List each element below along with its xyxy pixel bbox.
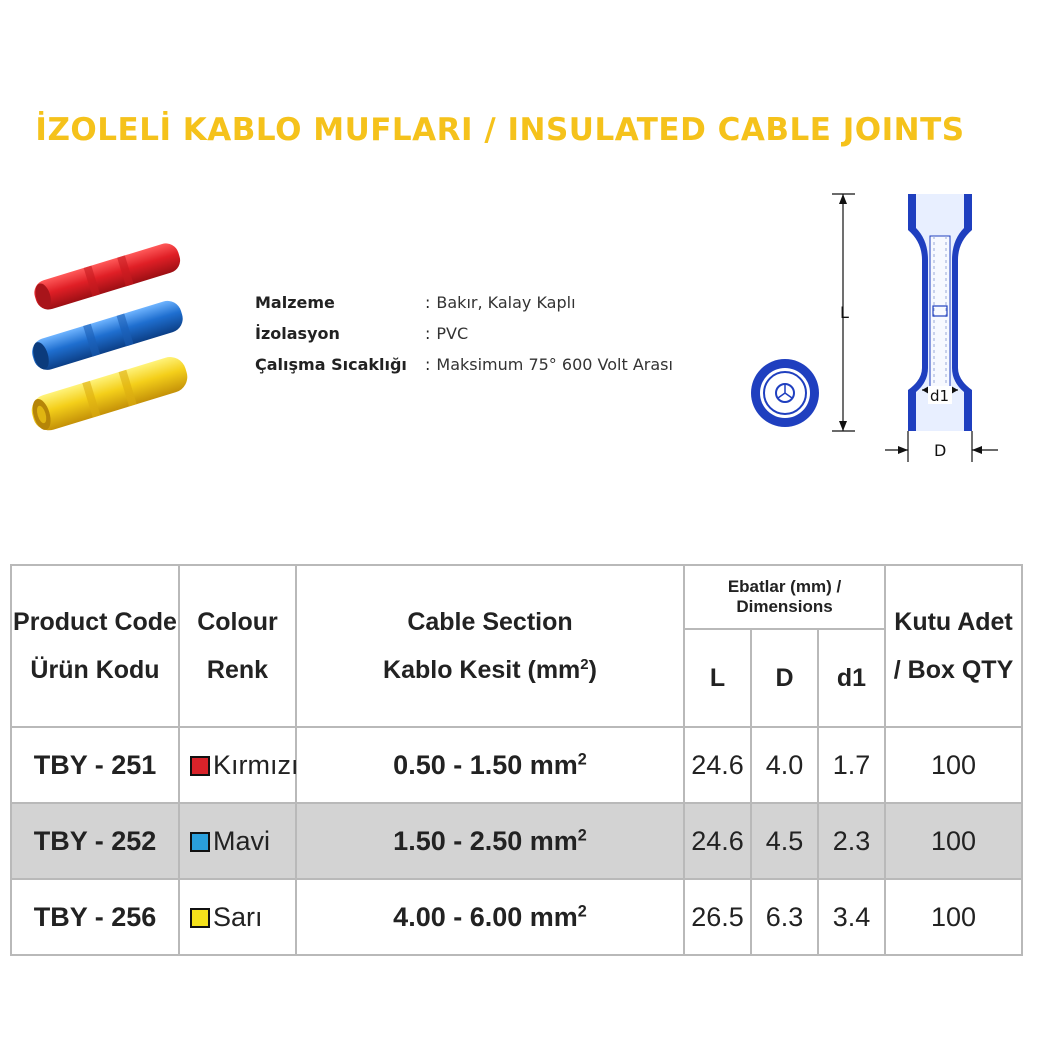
- cell-d1: 3.4: [818, 879, 885, 955]
- colour-swatch: [190, 832, 210, 852]
- dimension-diagram: [740, 180, 1020, 470]
- cell-D: 6.3: [751, 879, 818, 955]
- spec-value: PVC: [436, 324, 469, 343]
- label-D: D: [934, 441, 947, 460]
- cell-L: 26.5: [684, 879, 751, 955]
- cell-qty: 100: [885, 803, 1022, 879]
- spec-label: Çalışma Sıcaklığı: [255, 355, 407, 374]
- page-title: İZOLELİ KABLO MUFLARI / INSULATED CABLE JOINTS: [35, 112, 965, 148]
- cell-qty: 100: [885, 879, 1022, 955]
- cell-D: 4.5: [751, 803, 818, 879]
- table-header-row: [11, 565, 1022, 629]
- table-row: [11, 879, 1022, 955]
- spec-label: İzolasyon: [255, 324, 340, 343]
- header-cable-section: Cable Section Kablo Kesit $(mm^2)$: [296, 565, 684, 727]
- cell-d1: 2.3: [818, 803, 885, 879]
- cell-L: 24.6: [684, 727, 751, 803]
- table-row: [11, 803, 1022, 879]
- label-d1: d1: [930, 387, 950, 405]
- cell-colour: Sarı: [179, 879, 296, 955]
- table-row: [11, 727, 1022, 803]
- cell-qty: 100: [885, 727, 1022, 803]
- header-colour: Colour Renk: [179, 565, 296, 727]
- spec-label: Malzeme: [255, 293, 335, 312]
- colour-swatch: [190, 908, 210, 928]
- colour-swatch: [190, 756, 210, 776]
- spec-row-insulation: İzolasyon : PVC: [255, 321, 673, 352]
- cell-L: 24.6: [684, 803, 751, 879]
- cell-cable-section: 0.50 - 1.50 $mm^2$: [296, 727, 684, 803]
- spec-row-temperature: Çalışma Sıcaklığı : Maksimum 75° 600 Volt Arası: [255, 352, 673, 383]
- cross-section-icon: [751, 359, 819, 427]
- cell-d1: 1.7: [818, 727, 885, 803]
- spec-value: Maksimum 75° 600 Volt Arası: [436, 355, 673, 374]
- spec-value: Bakır, Kalay Kaplı: [436, 293, 576, 312]
- product-image: [22, 225, 202, 435]
- header-box-qty: Kutu Adet / Box QTY: [885, 565, 1022, 727]
- header-dim-L: L: [684, 629, 751, 727]
- header-dim-d1: d1: [818, 629, 885, 727]
- cell-D: 4.0: [751, 727, 818, 803]
- spec-row-material: Malzeme : Bakır, Kalay Kaplı: [255, 290, 673, 321]
- header-dimensions: Ebatlar (mm) / Dimensions: [684, 565, 885, 629]
- cell-product-code: TBY - 252: [11, 803, 179, 879]
- cell-colour: Kırmızı: [179, 727, 296, 803]
- cell-cable-section: 1.50 - 2.50 $mm^2$: [296, 803, 684, 879]
- header-dim-D: D: [751, 629, 818, 727]
- cell-product-code: TBY - 251: [11, 727, 179, 803]
- cell-product-code: TBY - 256: [11, 879, 179, 955]
- cell-cable-section: 4.00 - 6.00 $mm^2$: [296, 879, 684, 955]
- label-L: L: [840, 303, 849, 322]
- header-product-code: Product Code Ürün Kodu: [11, 565, 179, 727]
- product-table: [10, 564, 1023, 956]
- spec-list: [255, 290, 673, 383]
- cell-colour: Mavi: [179, 803, 296, 879]
